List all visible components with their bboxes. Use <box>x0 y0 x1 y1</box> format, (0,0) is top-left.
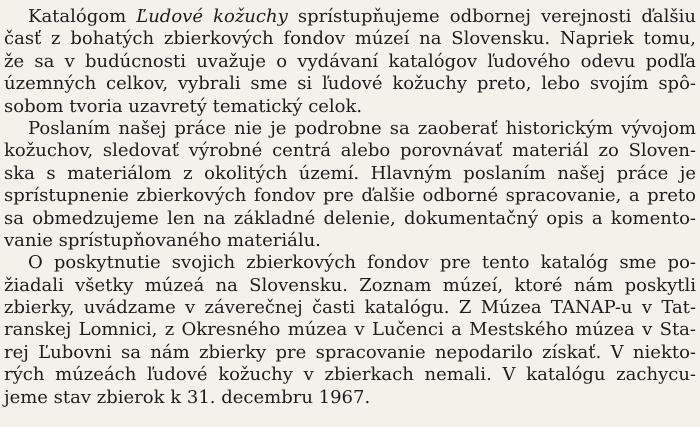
paragraph-2 <box>4 118 696 252</box>
text-line: sprístupnenie zbierkových fondov pre ďalšie odborné spracovanie, a preto <box>4 185 696 207</box>
text-line: že sa v budúcnosti uvažuje o vydávaní katalógov ľudového odevu podľa <box>4 50 696 72</box>
catalog-title: Ľudové kožuchy <box>136 6 288 27</box>
text-line: O poskytnutie svojich zbierkových fondov pre tento katalóg sme po- <box>28 252 696 274</box>
text-line: časť z bohatých zbierkových fondov múzeí na Slovensku. Napriek tomu, <box>4 28 696 50</box>
text-line: jeme stav zbierok k 31. decembru 1967. <box>4 386 371 408</box>
text-line <box>4 0 696 28</box>
paragraph-1 <box>4 0 696 118</box>
paragraph-3 <box>4 252 696 409</box>
text-line: Poslaním našej práce nie je podrobne sa zaoberať historickým vývojom <box>28 117 696 139</box>
text-line: rých múzeách ľudové kožuchy v zbierkach nemali. V katalógu zachycu- <box>4 364 696 386</box>
text-line: žiadali všetky múzeá na Slovensku. Zoznam múzeí, ktoré nám poskytli <box>4 274 696 296</box>
body-text <box>4 0 696 409</box>
text-line: územných celkov, vybrali sme si ľudové kožuchy preto, lebo svojím spô- <box>4 73 696 95</box>
text-line: kožuchov, sledovať výrobné centrá alebo porovnávať materiál zo Sloven- <box>4 140 696 162</box>
text-run: sprístupňujeme odbornej verejnosti ďalšiu <box>287 6 696 27</box>
text-line: sobom tvoria uzavretý tematický celok. <box>4 95 363 117</box>
text-line: zbierky, uvádzame v záverečnej časti katalógu. Z Múzea TANAP-u v Tat- <box>4 297 696 319</box>
text-line: rej Ľubovni sa nám zbierky pre spracovanie nepodarilo získať. V niekto- <box>4 341 696 363</box>
text-run: Katalógom <box>28 6 137 27</box>
text-line: vanie sprístupňovaného materiálu. <box>4 229 321 251</box>
text-line: ska s materiálom z okolitých území. Hlavným poslaním našej práce je <box>4 162 696 184</box>
text-line: ranskej Lomnici, z Okresného múzea v Lučenci a Mestského múzea v Sta- <box>4 319 696 341</box>
text-line: sa obmedzujeme len na základné delenie, dokumentačný opis a komento- <box>4 207 696 229</box>
